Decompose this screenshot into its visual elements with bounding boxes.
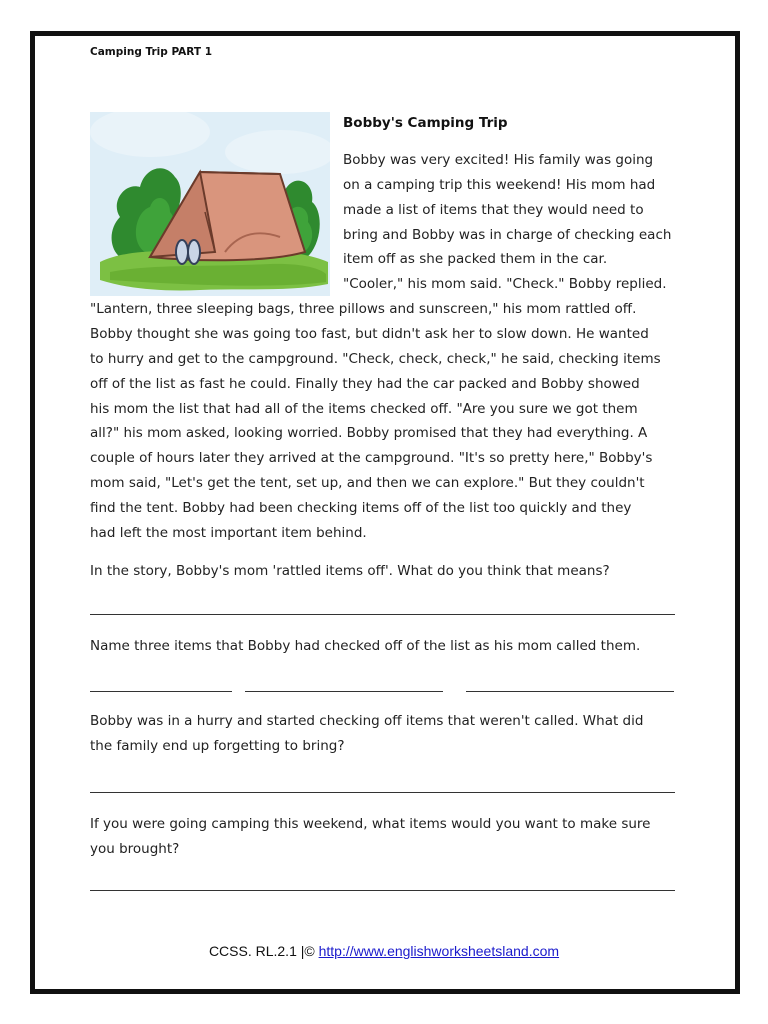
question-3-line-1: Bobby was in a hurry and started checking off items that weren't called. What did — [90, 713, 644, 729]
story-line: Bobby was very excited! His family was going — [343, 152, 654, 168]
question-1: In the story, Bobby's mom 'rattled items off'. What do you think that means? — [90, 563, 610, 579]
story-line: to hurry and get to the campground. "Check, check, check," he said, checking items — [90, 351, 661, 367]
footer-standard: CCSS. RL.2.1 |© — [208, 943, 319, 959]
story-line: made a list of items that they would need to — [343, 202, 644, 218]
answer-line-3[interactable] — [90, 792, 675, 793]
answer-line-1[interactable] — [90, 614, 675, 615]
question-4-line-1: If you were going camping this weekend, what items would you want to make sure — [90, 816, 651, 832]
story-title: Bobby's Camping Trip — [343, 115, 508, 131]
tent-illustration-icon — [90, 112, 330, 296]
story-line: had left the most important item behind. — [90, 525, 367, 541]
story-line: mom said, "Let's get the tent, set up, and then we can explore." But they couldn't — [90, 475, 645, 491]
story-line: couple of hours later they arrived at the campground. "It's so pretty here," Bobby's — [90, 450, 653, 466]
question-3-line-2: the family end up forgetting to bring? — [90, 738, 345, 754]
story-line: item off as she packed them in the car. — [343, 251, 608, 267]
answer-line-2b[interactable] — [245, 691, 443, 692]
answer-line-2a[interactable] — [90, 691, 232, 692]
story-line: on a camping trip this weekend! His mom had — [343, 177, 656, 193]
answer-line-2c[interactable] — [466, 691, 674, 692]
answer-line-4[interactable] — [90, 890, 675, 891]
question-4-line-2: you brought? — [90, 841, 180, 857]
story-line: his mom the list that had all of the items checked off. "Are you sure we got them — [90, 401, 638, 417]
story-line: "Cooler," his mom said. "Check." Bobby replied. — [343, 276, 667, 292]
story-line: off of the list as fast he could. Finally they had the car packed and Bobby showed — [90, 376, 640, 392]
worksheet-header: Camping Trip PART 1 — [90, 46, 213, 58]
story-line: find the tent. Bobby had been checking items off of the list too quickly and they — [90, 500, 632, 516]
footer — [0, 943, 768, 959]
question-2: Name three items that Bobby had checked off of the list as his mom called them. — [90, 638, 641, 654]
story-line: "Lantern, three sleeping bags, three pillows and sunscreen," his mom rattled off. — [90, 301, 637, 317]
story-line: all?" his mom asked, looking worried. Bobby promised that they had everything. A — [90, 425, 648, 441]
story-line: bring and Bobby was in charge of checking each — [343, 227, 672, 243]
footer-link[interactable]: http://www.englishworksheetsland.com — [318, 943, 560, 959]
story-line: Bobby thought she was going too fast, but didn't ask her to slow down. He wanted — [90, 326, 649, 342]
